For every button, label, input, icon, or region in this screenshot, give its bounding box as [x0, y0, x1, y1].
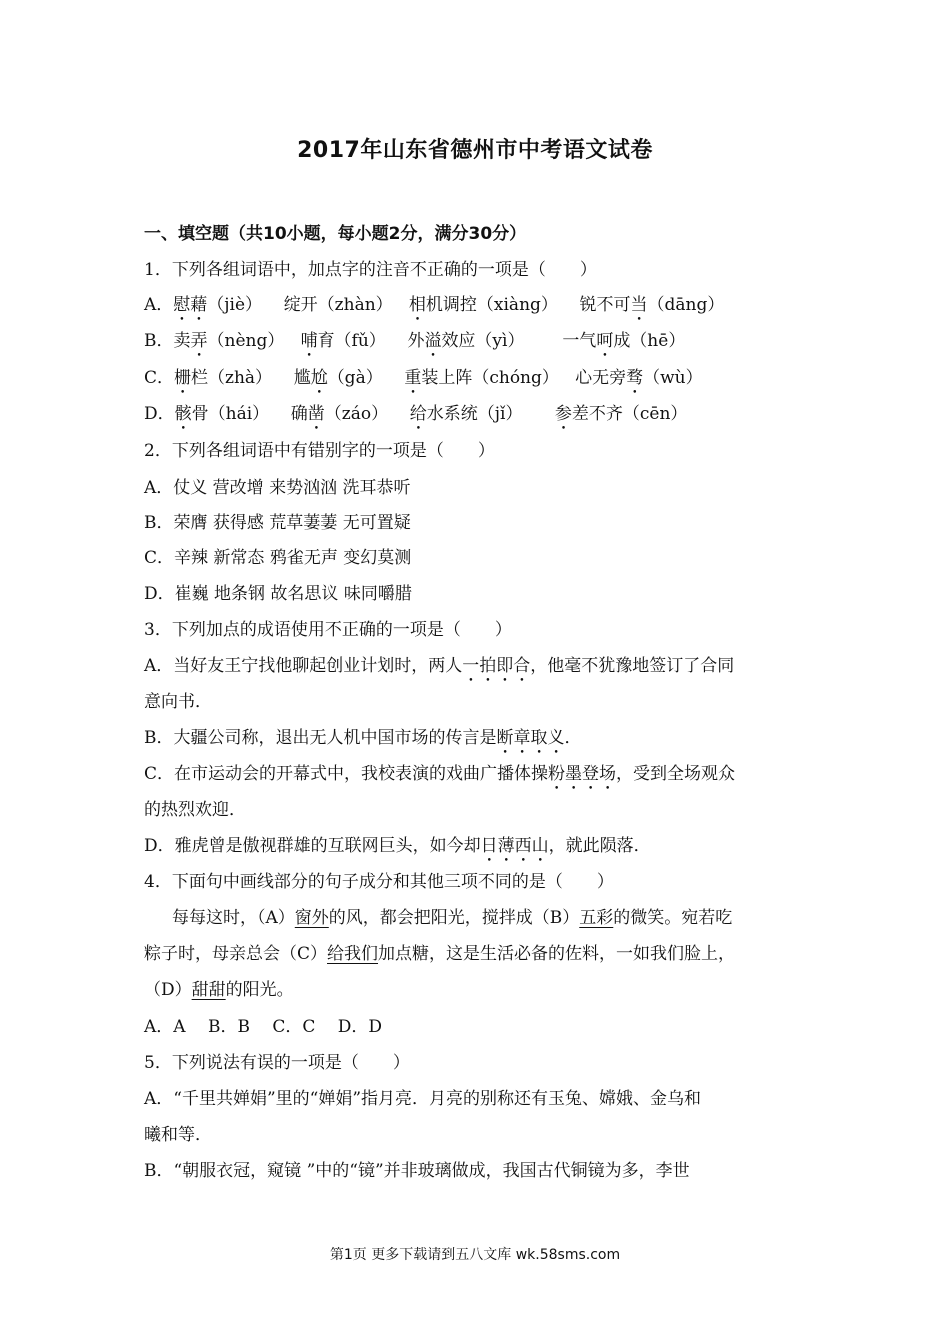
question-3-option-b: B．大疆公司称，退出无人机中国市场的传言是断章取义．: [144, 728, 582, 748]
question-2-option-a: A．仗义 营改增 来势汹汹 洗耳恭听: [144, 478, 411, 498]
question-1-option-d: D．骸骨（hái） 确凿（záo） 给水系统（jǐ） 参差不齐（cēn）: [144, 404, 688, 424]
question-5-option-a-cont: 曦和等．: [144, 1125, 212, 1145]
question-5-stem: 5．下列说法有误的一项是（ ）: [144, 1053, 410, 1073]
page-title: 2017年山东省德州市中考语文试卷: [297, 138, 653, 163]
question-1-option-b: B．卖弄（nèng） 哺育（fǔ） 外溢效应（yì） 一气呵成（hē）: [144, 331, 686, 351]
question-1-option-c: C．栅栏（zhà） 尴尬（gà） 重装上阵（chóng） 心无旁骛（wù）: [144, 368, 703, 388]
question-4-options: A．A B．B C．C D．D: [144, 1017, 383, 1037]
question-3-option-c: C．在市运动会的开幕式中，我校表演的戏曲广播体操粉墨登场，受到全场观众: [144, 764, 736, 784]
page-footer: 第1页 更多下载请到五八文库 wk.58sms.com: [329, 1247, 621, 1263]
question-1-stem: 1．下列各组词语中，加点字的注音不正确的一项是（ ）: [144, 260, 597, 280]
question-2-option-b: B．荣膺 获得感 荒草萋萋 无可置疑: [144, 513, 411, 533]
question-3-option-c-cont: 的热烈欢迎．: [144, 800, 246, 820]
question-3-stem: 3．下列加点的成语使用不正确的一项是（ ）: [144, 620, 512, 640]
question-3-option-a-cont: 意向书．: [144, 692, 212, 712]
question-4-stem: 4．下面句中画线部分的句子成分和其他三项不同的是（ ）: [144, 872, 614, 892]
question-5-option-b: B．“朝服衣冠，窥镜 ”中的“镜”并非玻璃做成，我国古代铜镜为多，李世: [144, 1161, 690, 1181]
question-4-passage-line-1: 每每这时，（A）窗外的风，都会把阳光，搅拌成（B）五彩的微笑。宛若吃: [172, 908, 733, 928]
question-4-passage-line-2: 粽子时，母亲总会（C）给我们加点糖，这是生活必备的佐料，一如我们脸上，: [144, 944, 736, 964]
question-3-option-a: A．当好友王宁找他聊起创业计划时，两人一拍即合，他毫不犹豫地签订了合同: [144, 656, 735, 676]
question-2-option-d: D．崔巍 地条钢 故名思议 味同嚼腊: [144, 584, 412, 604]
question-5-option-a: A．“千里共婵娟”里的“婵娟”指月亮．月亮的别称还有玉兔、嫦娥、金乌和: [144, 1089, 702, 1109]
question-2-option-c: C．辛辣 新常态 鸦雀无声 变幻莫测: [144, 548, 412, 568]
question-4-passage-line-3: （D）甜甜的阳光。: [144, 980, 294, 1000]
question-3-option-d: D．雅虎曾是傲视群雄的互联网巨头，如今却日薄西山，就此陨落．: [144, 836, 651, 856]
question-2-stem: 2．下列各组词语中有错别字的一项是（ ）: [144, 441, 495, 461]
question-1-option-a: A．慰藉（jiè） 绽开（zhàn） 相机调控（xiàng） 锐不可当（dāng）: [144, 295, 725, 315]
section-heading: 一、填空题（共10小题，每小题2分，满分30分）: [144, 224, 527, 244]
